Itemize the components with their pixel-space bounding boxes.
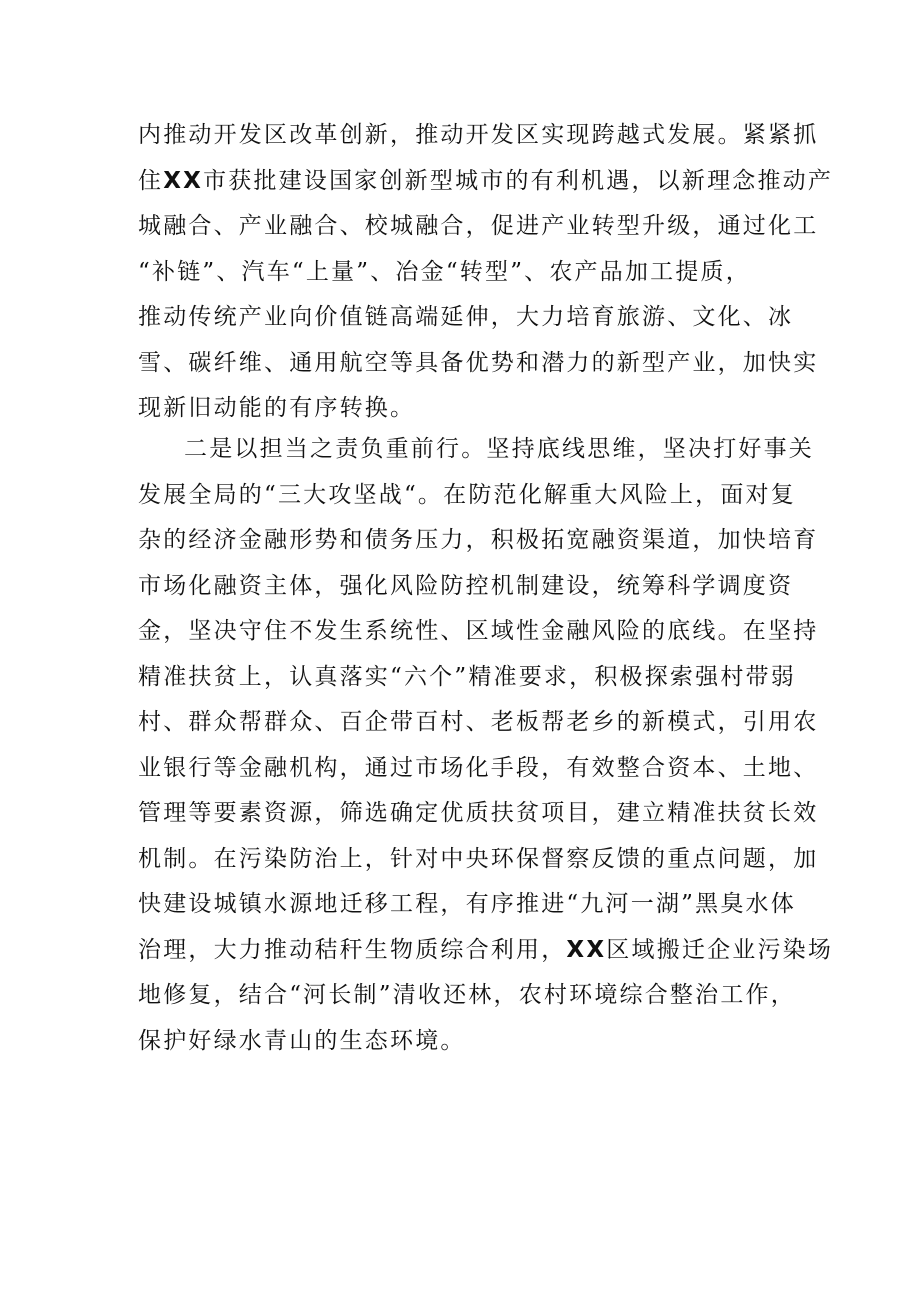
paragraph-1-line: 现新旧动能的有序转换。 xyxy=(138,395,416,421)
paragraph-2-line: 金，坚决守住不发生系统性、区域性金融风险的底线。在坚持 xyxy=(138,618,819,644)
paragraph-1-line: 推动传统产业向价值链高端延伸，大力培育旅游、文化、冰 xyxy=(138,304,794,330)
paragraph-2-line: 治理，大力推动秸秆生物质综合利用，XX区域搬迁企业污染场 xyxy=(138,936,834,963)
paragraph-2-line: 地修复，结合“河长制”清收还林，农村环境综合整治工作， xyxy=(138,982,796,1008)
paragraph-2-line: 二是以担当之责负重前行。坚持底线思维，坚决打好事关 xyxy=(184,436,814,462)
placeholder-xx: XX xyxy=(163,167,204,194)
paragraph-2-line: 发展全局的“三大攻坚战“。在防范化解重大风险上，面对复 xyxy=(138,481,796,508)
paragraph-2-line: 业银行等金融机构，通过市场化手段，有效整合资本、土地、 xyxy=(138,754,819,781)
paragraph-2-line: 市场化融资主体，强化风险防控机制建设，统筹科学调度资 xyxy=(138,572,794,599)
paragraph-2-line: 快建设城镇水源地迁移工程，有序推进“九河一湖”黑臭水体 xyxy=(138,891,796,917)
paragraph-1-line: 城融合、产业融合、校城融合，促进产业转型升级，通过化工 xyxy=(138,213,819,239)
paragraph-2 xyxy=(138,427,834,1064)
paragraph-2-line: 保护好绿水青山的生态环境。 xyxy=(138,1027,466,1054)
paragraph-2-line: 管理等要素资源，筛选确定优质扶贫项目，建立精准扶贫长效 xyxy=(138,800,819,826)
paragraph-1-line: 住XX市获批建设国家创新型城市的有利机遇，以新理念推动产 xyxy=(138,167,834,194)
paragraph-2-line: 杂的经济金融形势和债务压力，积极拓宽融资渠道，加快培育 xyxy=(138,527,819,553)
paragraph-1 xyxy=(138,113,834,432)
paragraph-2-line: 精准扶贫上，认真落实“六个”精准要求，积极探索强村带弱 xyxy=(138,663,796,690)
paragraph-1-line: “补链”、汽车“上量”、冶金“转型”、农产品加工提质， xyxy=(138,258,751,285)
paragraph-1-line: 内推动开发区改革创新，推动开发区实现跨越式发展。紧紧抓 xyxy=(138,122,819,148)
paragraph-1-line: 雪、碳纤维、通用航空等具备优势和潜力的新型产业，加快实 xyxy=(138,349,819,376)
paragraph-2-line: 村、群众帮群众、百企带百村、老板帮老乡的新模式，引用农 xyxy=(138,709,819,735)
placeholder-xx: XX xyxy=(566,936,607,963)
paragraph-2-line: 机制。在污染防治上，针对中央环保督察反馈的重点问题，加 xyxy=(138,845,819,872)
